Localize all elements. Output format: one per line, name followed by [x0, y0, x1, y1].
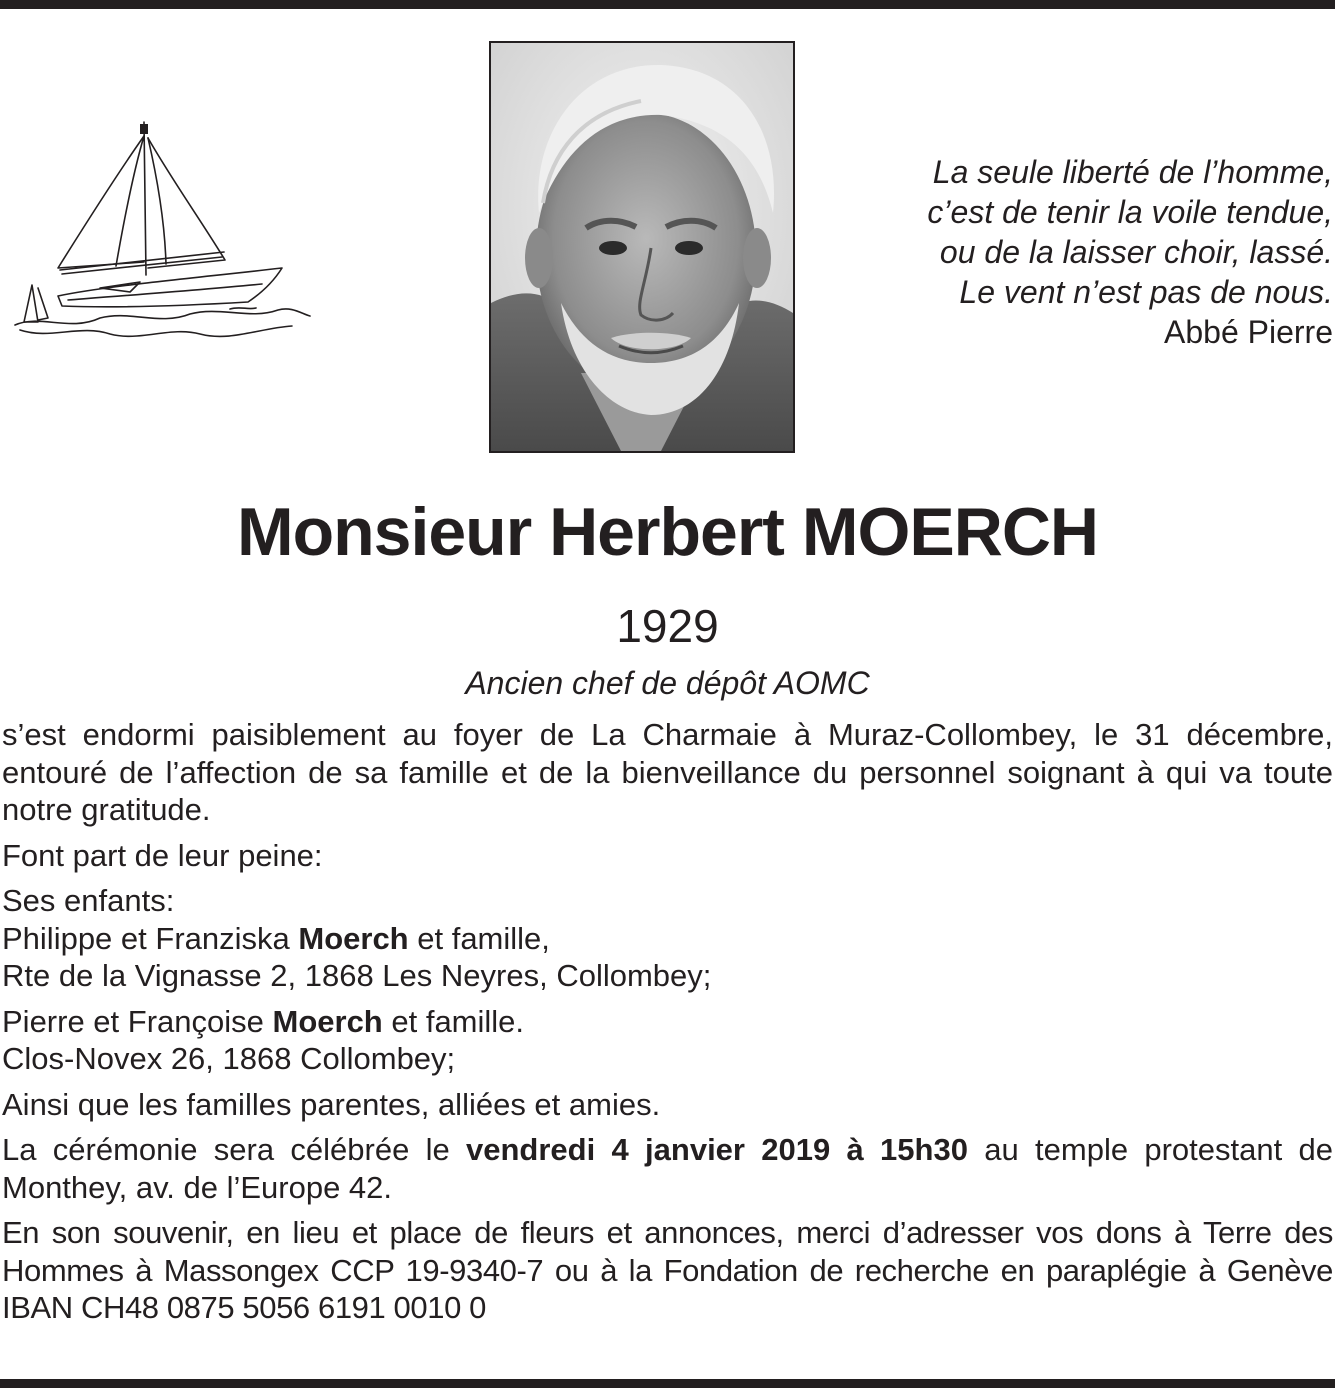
quote-line: La seule liberté de l’homme,: [932, 154, 1333, 190]
family-2-first-names: Pierre et Françoise: [2, 1003, 273, 1039]
birth-year: 1929: [616, 600, 719, 652]
obituary-body: [2, 716, 1333, 1335]
deceased-name: Monsieur Herbert MOERCH: [236, 494, 1099, 570]
sailboat-illustration: [10, 110, 315, 345]
top-border-rule: [0, 0, 1335, 9]
family-1-suffix: et famille,: [408, 920, 550, 956]
family-1-surname: Moerch: [298, 920, 409, 956]
family-2-suffix: et famille.: [382, 1003, 525, 1039]
ceremony-intro: La cérémonie sera célébrée le: [2, 1132, 467, 1167]
quote-line: ou de la laisser choir, lassé.: [939, 234, 1333, 270]
family-1-first-names: Philippe et Franziska: [2, 920, 299, 956]
family-1-names: [2, 920, 1333, 958]
ceremony-datetime: vendredi 4 janvier 2019 à 15h30: [466, 1132, 968, 1167]
family-2-surname: Moerch: [272, 1003, 383, 1039]
bottom-border-rule: [0, 1379, 1335, 1388]
quote-author: Abbé Pierre: [1164, 314, 1333, 350]
donations-paragraph: En son souvenir, en lieu et place de fleurs et annonces, merci d’adresser vos dons à Terre des Hommes à Massongex CCP 19-9340-7 ou à la Fondation de recherche en paraplégie à Genève IBAN CH48 0875 5056 6191 0010 0: [2, 1215, 1333, 1325]
quote-line: Le vent n’est pas de nous.: [959, 274, 1333, 310]
grief-intro: Font part de leur peine:: [2, 837, 323, 873]
former-role: Ancien chef de dépôt AOMC: [465, 665, 870, 701]
ceremony-location: au temple protestant de Monthey, av. de l’Europe 42.: [2, 1132, 1333, 1205]
announcement-paragraph: s’est endormi paisiblement au foyer de La Charmaie à Muraz-Collombey, le 31 décembre, entouré de l’affection de sa famille et de la bienveillance du personnel soignant à qui va toute notre gratitude.: [2, 717, 1333, 827]
family-2-block: [2, 1003, 1333, 1078]
children-block: [2, 882, 1333, 995]
family-1-address: Rte de la Vignasse 2, 1868 Les Neyres, Collombey;: [2, 958, 712, 993]
relatives-line: Ainsi que les familles parentes, alliées et amies.: [2, 1086, 661, 1122]
quote-line: c’est de tenir la voile tendue,: [927, 194, 1333, 230]
children-heading: Ses enfants:: [2, 883, 175, 918]
ceremony-paragraph: [2, 1131, 1333, 1206]
family-2-names: [2, 1003, 1333, 1041]
family-2-address: Clos-Novex 26, 1868 Collombey;: [2, 1041, 456, 1076]
epigraph-quote: [813, 152, 1333, 352]
portrait-photo: [489, 41, 795, 453]
